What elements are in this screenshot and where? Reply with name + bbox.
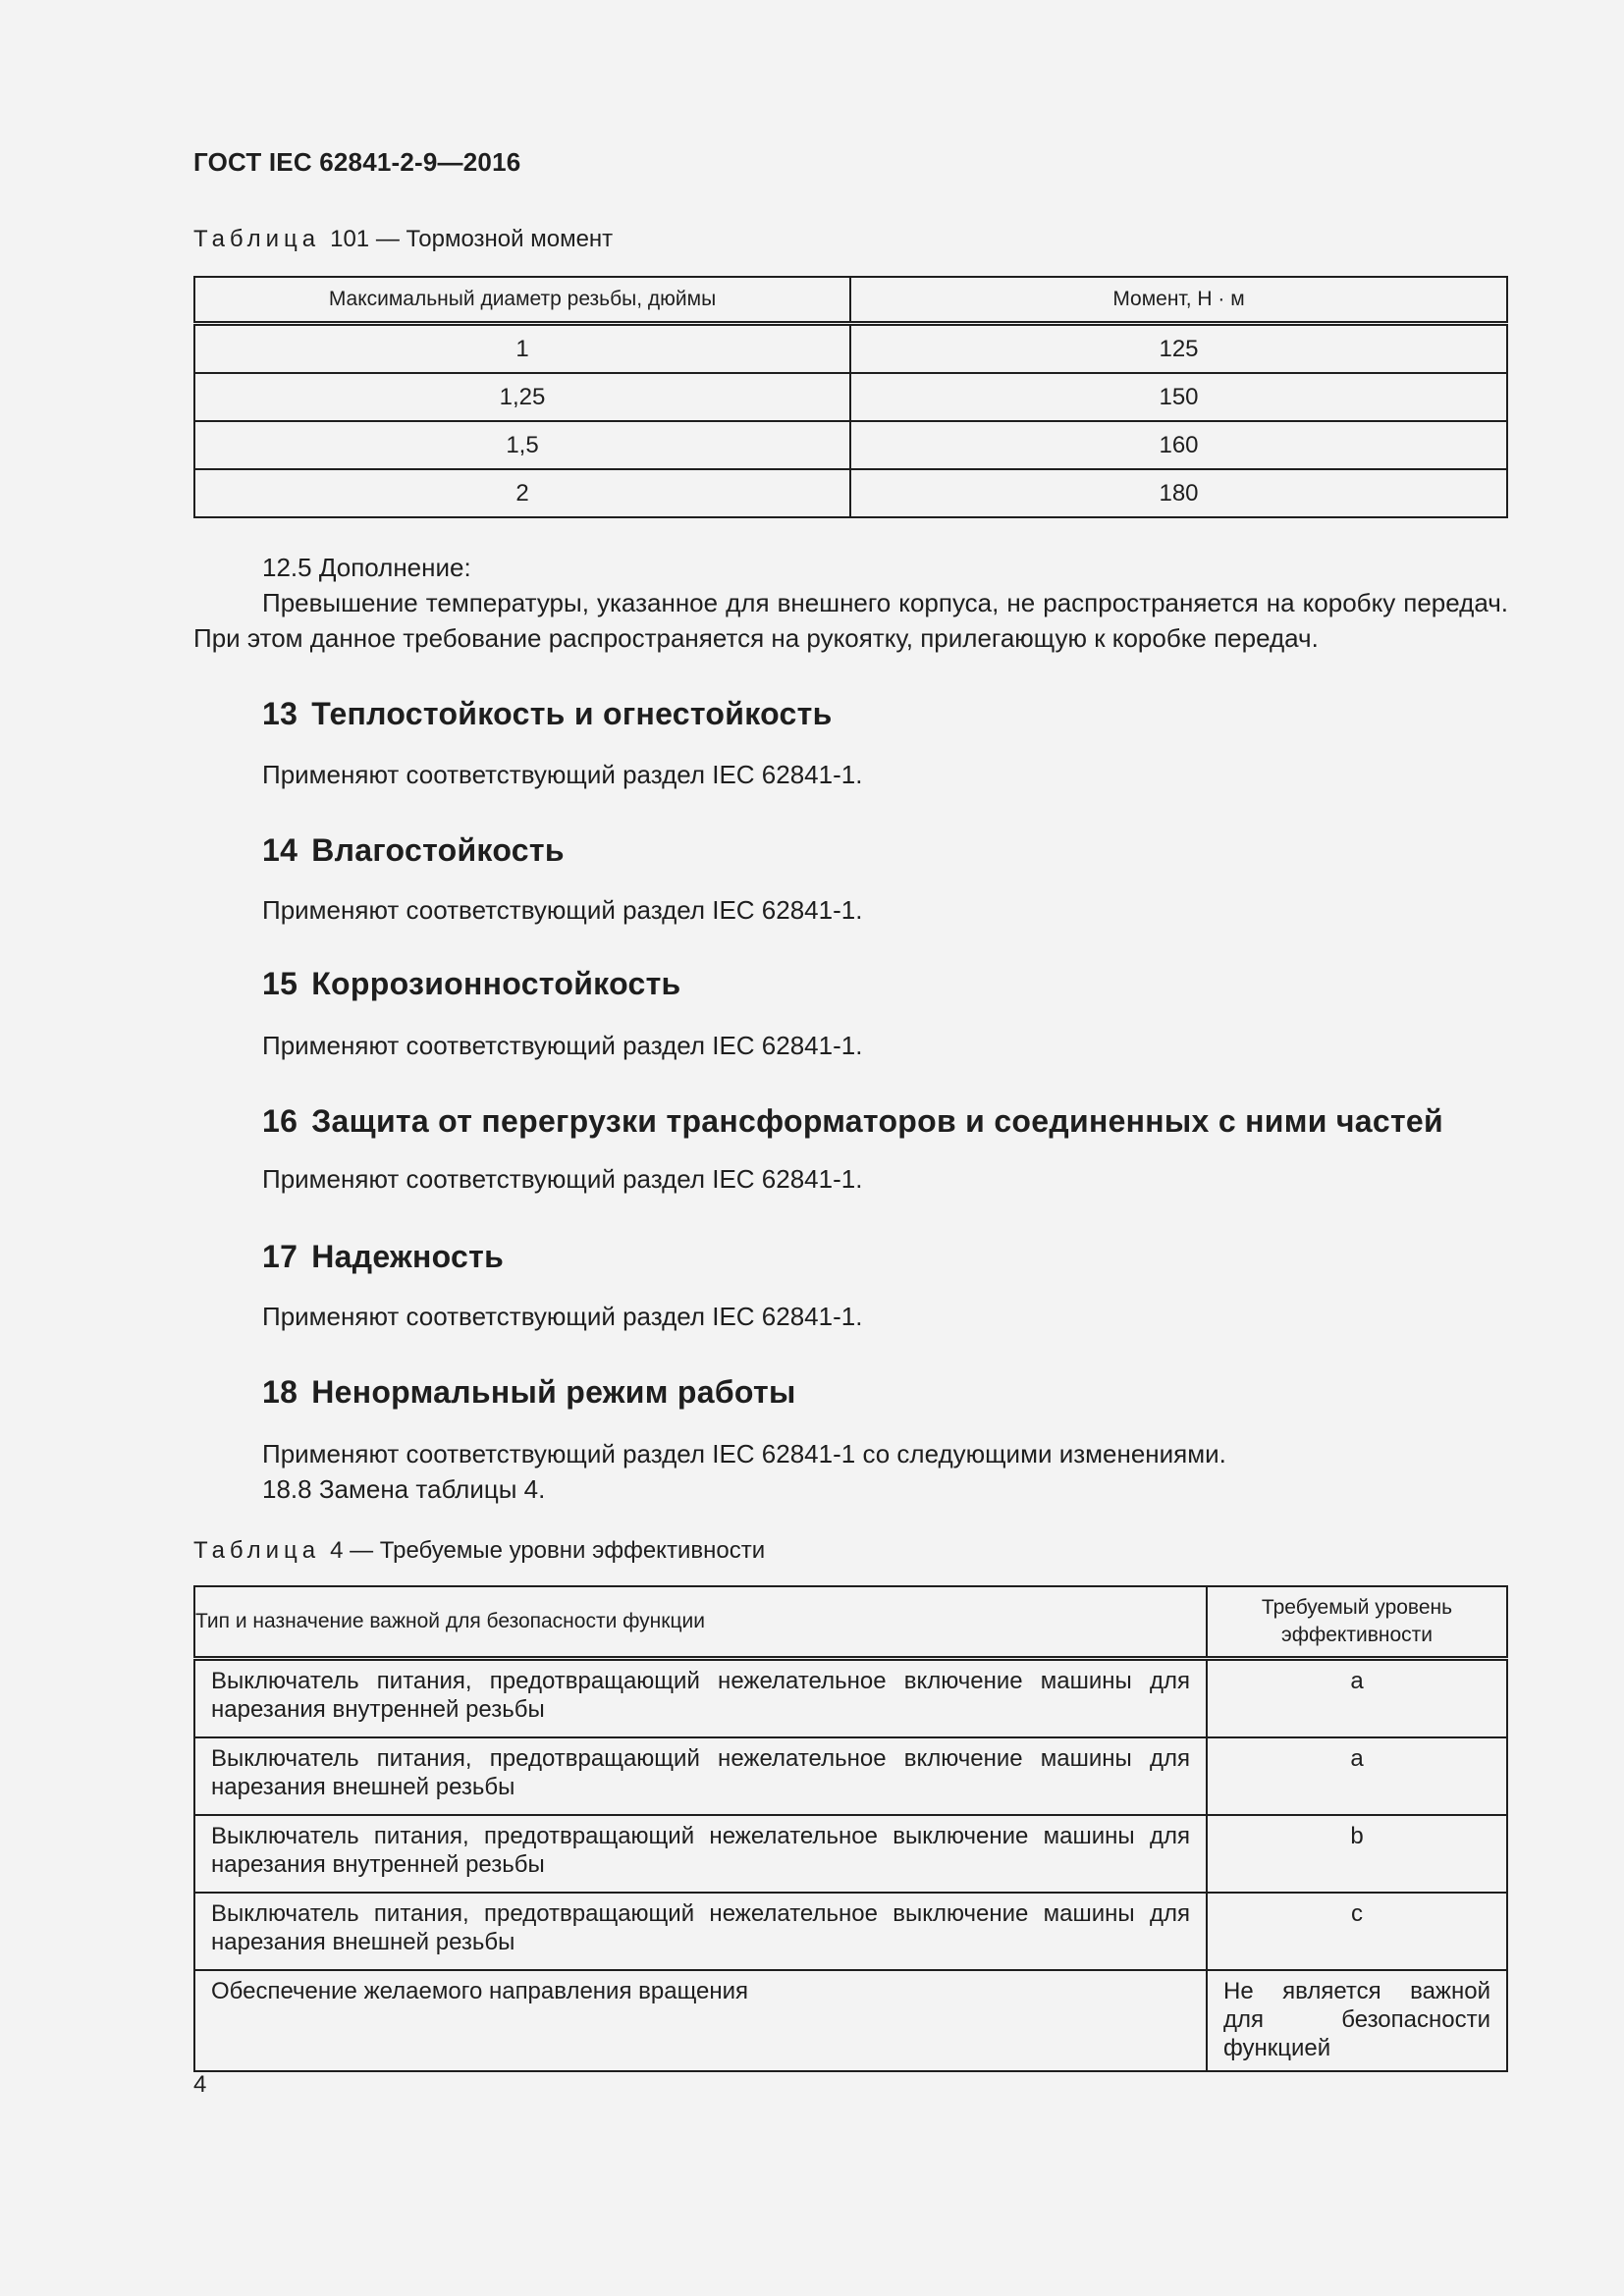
column-header-torque: Момент, Н · м [850, 277, 1507, 324]
section-16-text: Применяют соответствующий раздел IEC 62841-1. [262, 1164, 863, 1194]
cell-torque: 180 [850, 469, 1507, 517]
section-15-heading: 15 Коррозионностойкость [262, 966, 681, 1001]
table-4-caption-text: 4 — Требуемые уровни эффективности [330, 1537, 766, 1564]
table-header-row [194, 1586, 1507, 1659]
cell-level: c [1207, 1893, 1507, 1970]
table-4-caption [193, 1537, 765, 1565]
cell-torque: 125 [850, 324, 1507, 374]
section-15-text: Применяют соответствующий раздел IEC 62841-1. [262, 1031, 863, 1060]
table-row [194, 469, 1507, 517]
table-101-caption-prefix: Таблица [193, 226, 321, 252]
cell-diameter: 1 [194, 324, 850, 374]
cell-function: Выключатель питания, предотвращающий нежелательное включение машины для нарезания внешней резьбы [194, 1737, 1207, 1815]
cell-level: Не является важной для безопасности функцией [1207, 1970, 1507, 2071]
cell-function: Выключатель питания, предотвращающий нежелательное включение машины для нарезания внутренней резьбы [194, 1659, 1207, 1738]
table-101-caption-text: 101 — Тормозной момент [330, 226, 614, 252]
cell-level: a [1207, 1659, 1507, 1738]
table-row [194, 324, 1507, 374]
section-13-heading: 13 Теплостойкость и огнестойкость [262, 696, 833, 731]
performance-level-table [193, 1585, 1508, 2072]
table-row [194, 421, 1507, 469]
clause-12-5-title: 12.5 Дополнение: [262, 553, 471, 582]
cell-function: Обеспечение желаемого направления вращения [194, 1970, 1207, 2071]
cell-diameter: 1,5 [194, 421, 850, 469]
section-18-heading: 18 Ненормальный режим работы [262, 1374, 796, 1410]
page-number: 4 [193, 2071, 207, 2098]
clause-18-8: 18.8 Замена таблицы 4. [262, 1474, 546, 1504]
clause-12-5-text: Превышение температуры, указанное для внешнего корпуса, не распространяется на коробку передач. При этом данное требование распространяется на рукоятку, прилегающую к коробке передач. [193, 588, 1508, 653]
cell-diameter: 2 [194, 469, 850, 517]
table-row [194, 373, 1507, 421]
cell-function: Выключатель питания, предотвращающий нежелательное выключение машины для нарезания внутренней резьбы [194, 1815, 1207, 1893]
table-row [194, 1893, 1507, 1970]
column-header-diameter: Максимальный диаметр резьбы, дюймы [194, 277, 850, 324]
table-row [194, 1815, 1507, 1893]
section-17-text: Применяют соответствующий раздел IEC 62841-1. [262, 1302, 863, 1331]
cell-function: Выключатель питания, предотвращающий нежелательное выключение машины для нарезания внешней резьбы [194, 1893, 1207, 1970]
table-row [194, 1737, 1507, 1815]
cell-diameter: 1,25 [194, 373, 850, 421]
cell-torque: 160 [850, 421, 1507, 469]
section-14-text: Применяют соответствующий раздел IEC 62841-1. [262, 895, 863, 925]
table-4-caption-prefix: Таблица [193, 1537, 321, 1564]
section-13-text: Применяют соответствующий раздел IEC 62841-1. [262, 760, 863, 789]
table-header-row [194, 277, 1507, 324]
section-16-heading: 16 Защита от перегрузки трансформаторов и соединенных с ними частей [262, 1103, 1443, 1139]
cell-level: a [1207, 1737, 1507, 1815]
document-code: ГОСТ IEC 62841-2-9—2016 [193, 147, 521, 177]
table-row [194, 1970, 1507, 2071]
section-14-heading: 14 Влагостойкость [262, 832, 565, 868]
section-17-heading: 17 Надежность [262, 1239, 505, 1274]
cell-level: b [1207, 1815, 1507, 1893]
table-row [194, 1659, 1507, 1738]
torque-table [193, 276, 1508, 518]
section-18-text: Применяют соответствующий раздел IEC 62841-1 со следующими изменениями. [262, 1439, 1226, 1468]
table-101-caption [193, 226, 613, 253]
cell-torque: 150 [850, 373, 1507, 421]
column-header-level: Требуемый уровень эффективности [1207, 1586, 1507, 1659]
clause-12-5 [193, 550, 1508, 656]
column-header-function: Тип и назначение важной для безопасности функции [194, 1586, 1207, 1659]
